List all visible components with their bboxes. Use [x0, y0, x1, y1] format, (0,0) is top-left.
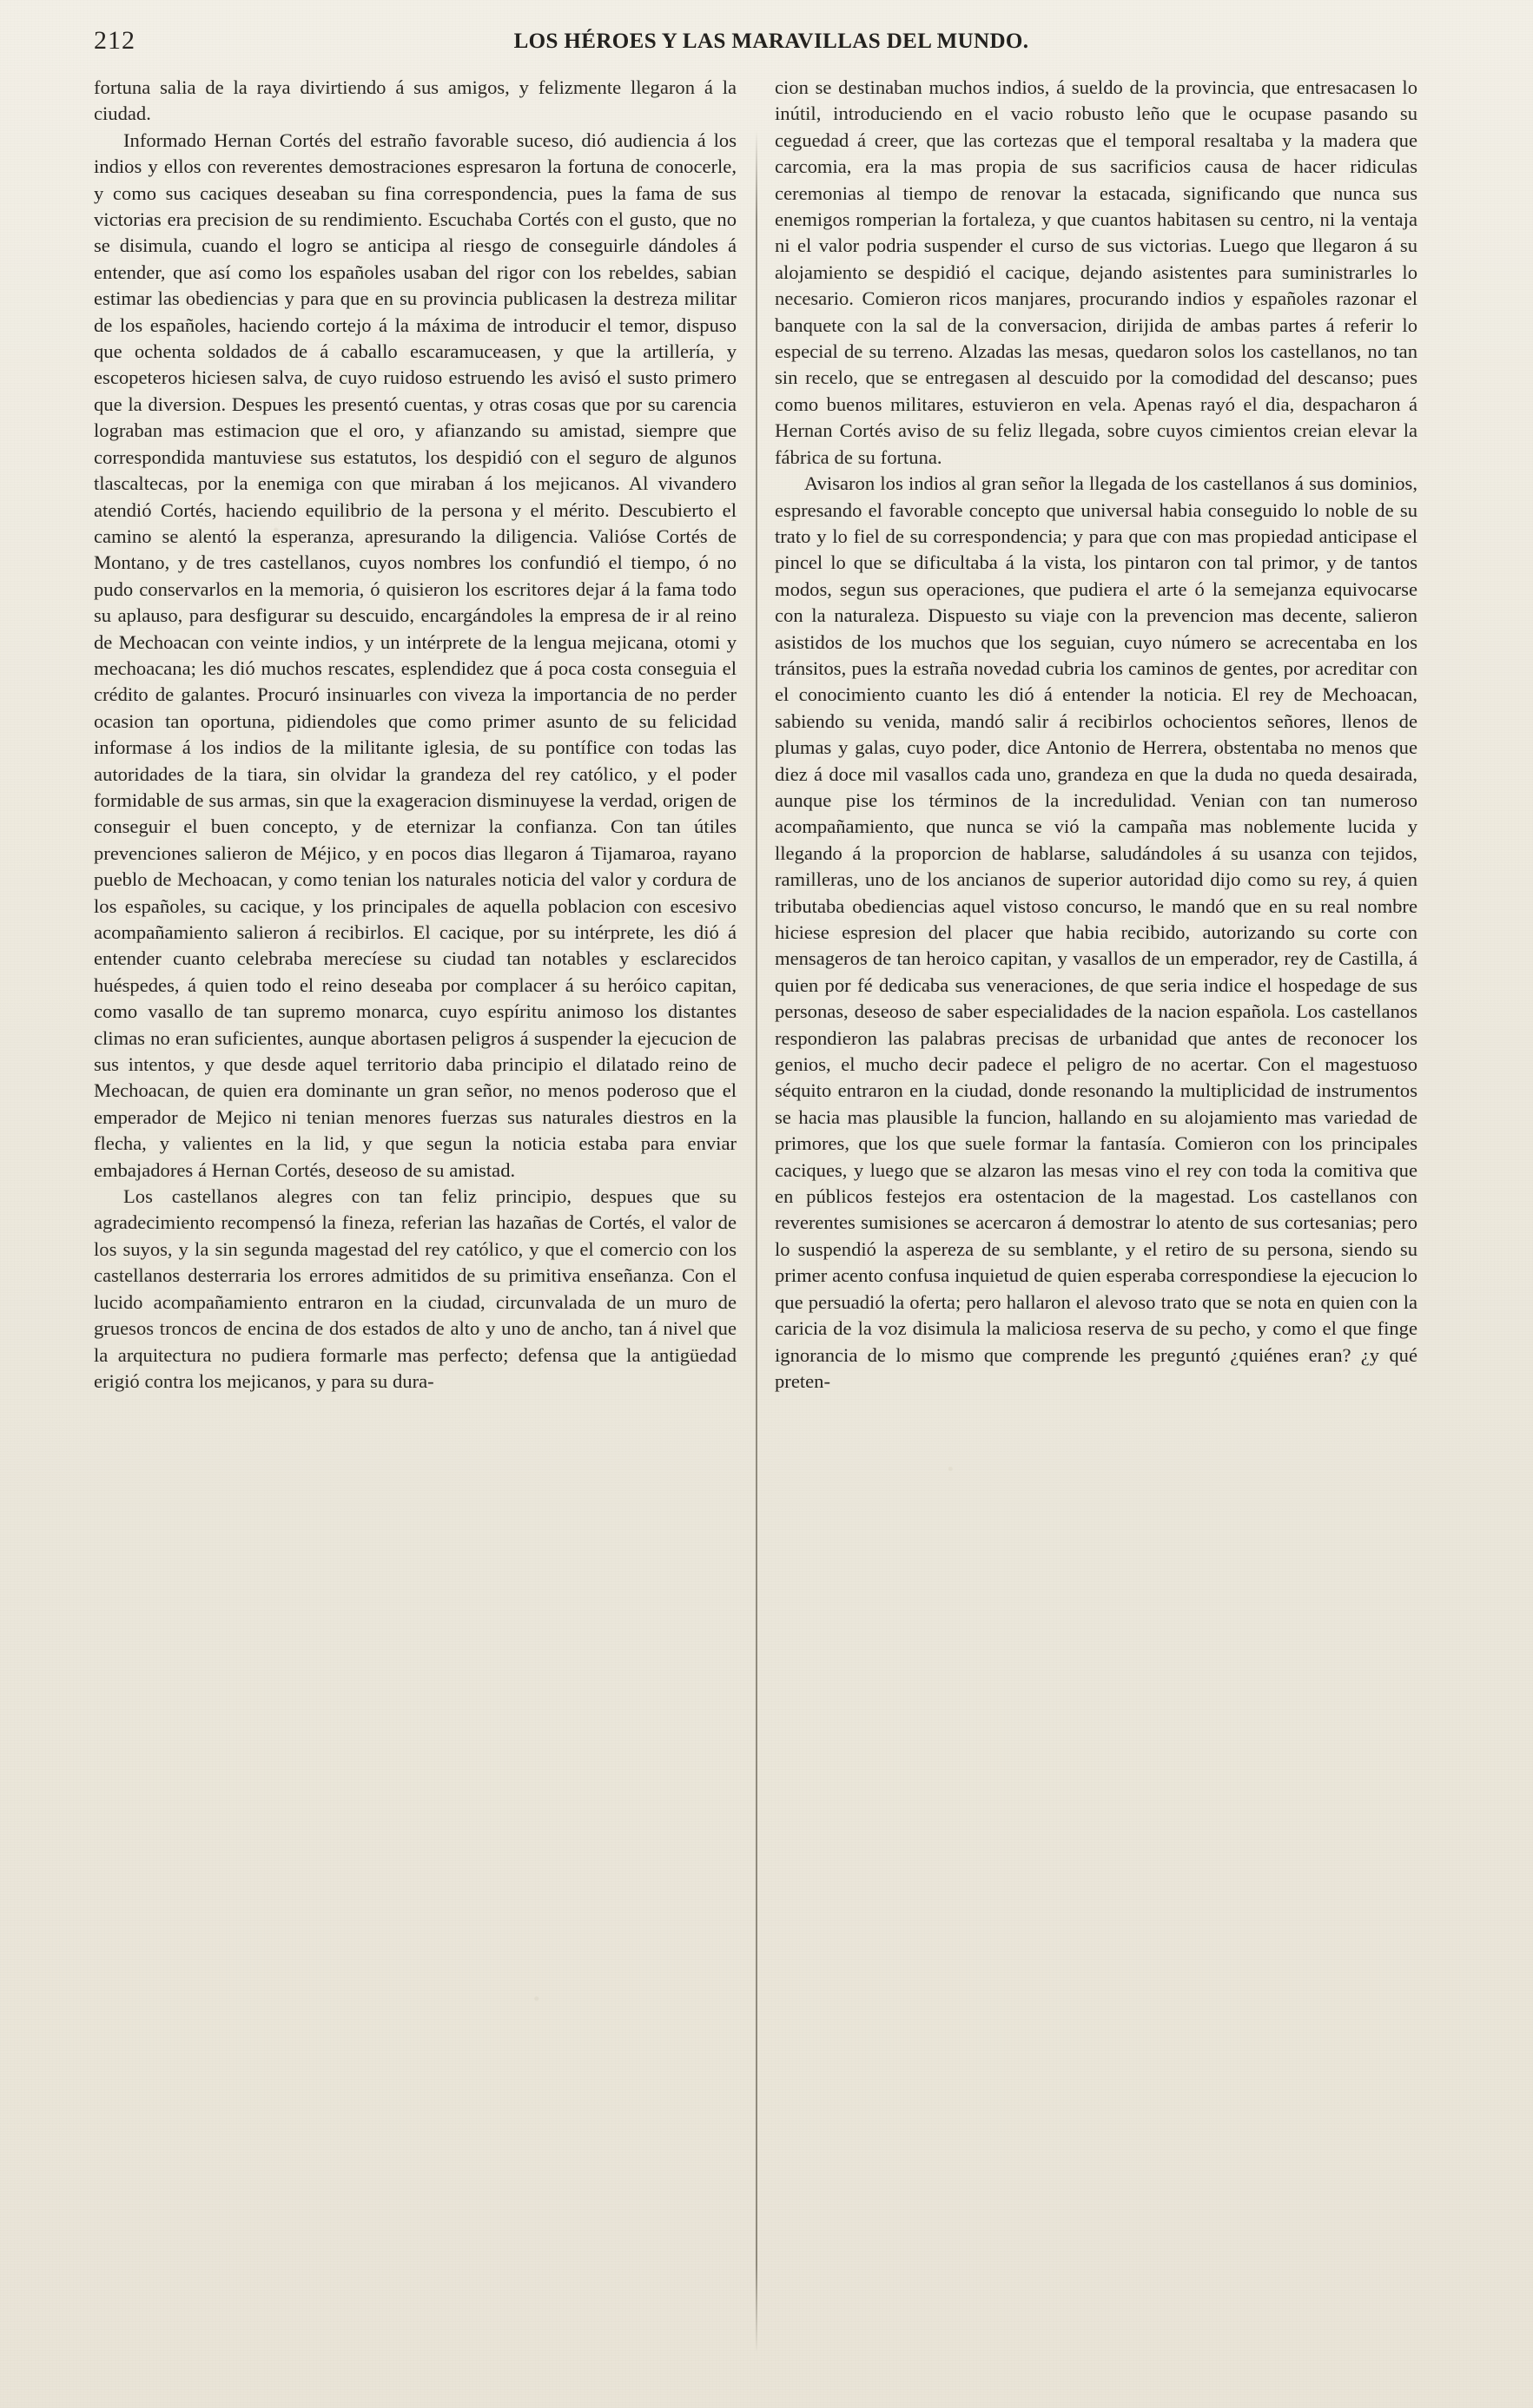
page-content [94, 23, 1449, 2367]
paragraph: cion se destinaban muchos indios, á sueldo de la provincia, que entresacasen lo inútil, introduciendo en el vacio robusto leño que le ocupase pasando su ceguedad á creer, que las cortezas que el temporal resaltaba y la madera que carcomia, era la mas propia de sus sacrificios causa de hacer ridiculas ceremonias al tiempo de renovar la estacada, significando que nunca sus enemigos romperian la fortaleza, y que cuantos habitasen su centro, ni la ventaja ni el valor podria suspender el curso de sus victorias. Luego que llegaron á su alojamiento se despidió el cacique, dejando asistentes para suministrarles lo necesario. Comieron ricos manjares, procurando indios y españoles razonar el banquete con la sal de la conversacion, dirijida de ambas partes á referir lo especial de su terreno. Alzadas las mesas, quedaron solos los castellanos, no tan sin recelo, que se entregasen al descuido por la comodidad del descanso; pues como buenos militares, estuvieron en vela. Apenas rayó el dia, despacharon á Hernan Cortés aviso de su feliz llegada, sobre cuyos cimientos creian elevar la fábrica de su fortuna. [775, 76, 1417, 468]
running-title: LOS HÉROES Y LAS MARAVILLAS DEL MUNDO. [513, 30, 1029, 53]
column-divider-rule [756, 130, 757, 2353]
paragraph: Los castellanos alegres con tan feliz principio, despues que su agradecimiento recompensó la fineza, referian las hazañas de Cortés, el valor de los suyos, y la sin segunda magestad del rey católico, y que el comercio con los castellanos desterraria los errores admitidos de su primitiva enseñanza. Con el lucido acompañamiento entraron en la ciudad, circunvalada de un muro de gruesos troncos de encina de dos estados de alto y uno de ancho, tan á nivel que la arquitectura no pudiera formarle mas perfecto; defensa que la antigüedad erigió contra los mejicanos, y para su dura- [94, 1185, 737, 1392]
page-header [94, 23, 1449, 63]
paragraph: Avisaron los indios al gran señor la llegada de los castellanos á sus dominios, espresando el favorable concepto que universal habia conseguido lo noble de su trato y lo fiel de su correspondencia; y para que con mas propiedad anticipase el pincel lo que se dificultaba á la vista, los pintaron con tal primor, y de tantos modos, segun sus operaciones, que pudiera el arte ó la semejanza equivocarse con la naturaleza. Dispuesto su viaje con la prevencion mas decente, salieron asistidos de los muchos que los seguian, cuyo número se acrecentaba en los tránsitos, pues la estraña novedad cubria los caminos de gentes, por acreditar con el conocimiento cuanto les dió á entender la noticia. El rey de Mechoacan, sabiendo su venida, mandó salir á recibirlos ochocientos señores, llenos de plumas y galas, cuyo poder, dice Antonio de Herrera, obstentaba no menos que diez á doce mil vasallos cada uno, grandeza en que la duda no queda desairada, aunque pise los términos de la incredulidad. Venian con tan numeroso acompañamiento, que nunca se vió la campaña mas noblemente lucida y llegando á la proporcion de hablarse, saludándoles á su usanza con tejidos, ramilleras, uno de los ancianos de superior autoridad dijo como su rey, á quien tributaba obediencias aquel vistoso concurso, le mandó que en su real nombre hiciese espresion del placer que habia recibido, autorizando su corte con mensageros de tan heroico capitan, y vasallos de un emperador, rey de Castilla, á quien por fé dedicaba sus veneraciones, de que seria indice el hospedage de sus personas, deseoso de saber especialidades de la nacion española. Los castellanos respondieron las palabras precisas de urbanidad que antes de reconocer los genios, el mucho decir padece el peligro de no acertar. Con el magestuoso séquito entraron en la ciudad, donde resonando la multiplicidad de instrumentos se hacia mas plausible la funcion, hallando en su alojamiento mas variedad de primores, que los que suele formar la fantasía. Comieron con los principales caciques, y luego que se alzaron las mesas vino el rey con toda la comitiva que en públicos festejos era ostentacion de la magestad. Los castellanos con reverentes sumisiones se acercaron á demostrar lo atento de sus cortesanias; pero lo suspendió la aspereza de su semblante, y el retiro de su persona, siendo su primer acento confusa inquietud de quien esperaba correspondiese la ejecucion lo que persuadió la oferta; pero hallaron el alevoso trato que se nota en quien con la caricia de la voz disimula la maliciosa reserva de su pecho, y como el que finge ignorancia de lo mismo que comprende les preguntó ¿quiénes eran? ¿y qué preten- [775, 472, 1417, 1392]
text-columns [94, 75, 1449, 2332]
page-folio: 212 [94, 26, 135, 55]
paragraph: Informado Hernan Cortés del estraño favorable suceso, dió audiencia á los indios y ellos con reverentes demostraciones espresaron la fortuna de conocerle, y como sus caciques deseaban su fina correspondencia, pues la fama de sus victorias era precision de su rendimiento. Escuchaba Cortés con el gusto, que no se disimula, cuando el logro se anticipa al riesgo de conseguirle dándoles á entender, que así como los españoles usaban del rigor con los rebeldes, sabian estimar las obediencias y para que en su provincia publicasen la destreza militar de los españoles, haciendo cortejo á la máxima de introducir el temor, dispuso que ochenta soldados de á caballo escaramuceasen, y que la artillería, y escopeteros hiciesen salva, de cuyo ruidoso estruendo les avisó el susto primero que la diversion. Despues les presentó cuentas, y otras cosas que por su carencia lograban mas estimacion que el oro, y afianzando su amistad, siempre que correspondida mantuviese sus estatutos, los despidió con el seguro de algunos tlascaltecas, por la enemiga con que miraban á los mejicanos. Al vivandero atendió Cortés, haciendo equilibrio de la persona y el mérito. Descubierto el camino se alentó la esperanza, apresurando la diligencia. Valióse Cortés de Montano, y de tres castellanos, cuyos nombres los confundió el tiempo, ó no pudo conservarlos en la memoria, ó quisieron los escritores dejar á la fama todo su aplauso, para desfigurar su descuido, encargándoles la empresa de ir al reino de Mechoacan con veinte indios, y un intérprete de la lengua mejicana, otomi y mechoacana; les dió muchos rescates, esplendidez que á poca costa conseguia el crédito de galantes. Procuró insinuarles con viveza la importancia de no perder ocasion tan oportuna, pidiendoles que como primer asunto de su felicidad informase á los indios de la militante iglesia, de su pontífice con todas las autoridades de la tiara, sin olvidar la grandeza del rey católico, y el poder formidable de sus armas, sin que la exageracion disminuyese la verdad, origen de conseguir el buen concepto, y de eternizar la confianza. Con tan útiles prevenciones salieron de Méjico, y en pocos dias llegaron á Tijamaroa, rayano pueblo de Mechoacan, y como tenian los naturales noticia del valor y cordura de los españoles, su cacique, y los principales de aquella poblacion con escesivo acompañamiento salieron á recibirlos. El cacique, por su intérprete, les dió á entender cuanto celebraba merecíese su ciudad tan notables y esclarecidos huéspedes, á quien todo el reino deseaba por complacer á su heróico capitan, como vasallo de tan supremo monarca, cuyo espíritu animoso los distantes climas no eran suficientes, aunque abortasen peligros á suspender la ejecucion de sus intentos, y que desde aquel territorio daba principio el dilatado reino de Mechoacan, de quien era dominante un gran señor, no menos poderoso que el emperador de Mejico ni tenian menores fuerzas sus naturales diestros en la flecha, y valientes en la lid, y que segun la noticia estaba para enviar embajadores á Hernan Cortés, deseoso de su amistad. [94, 129, 737, 1181]
paragraph: fortuna salia de la raya divirtiendo á sus amigos, y felizmente llegaron á la ciudad. [94, 76, 737, 125]
right-column [775, 75, 1417, 2332]
left-column [94, 75, 737, 2332]
